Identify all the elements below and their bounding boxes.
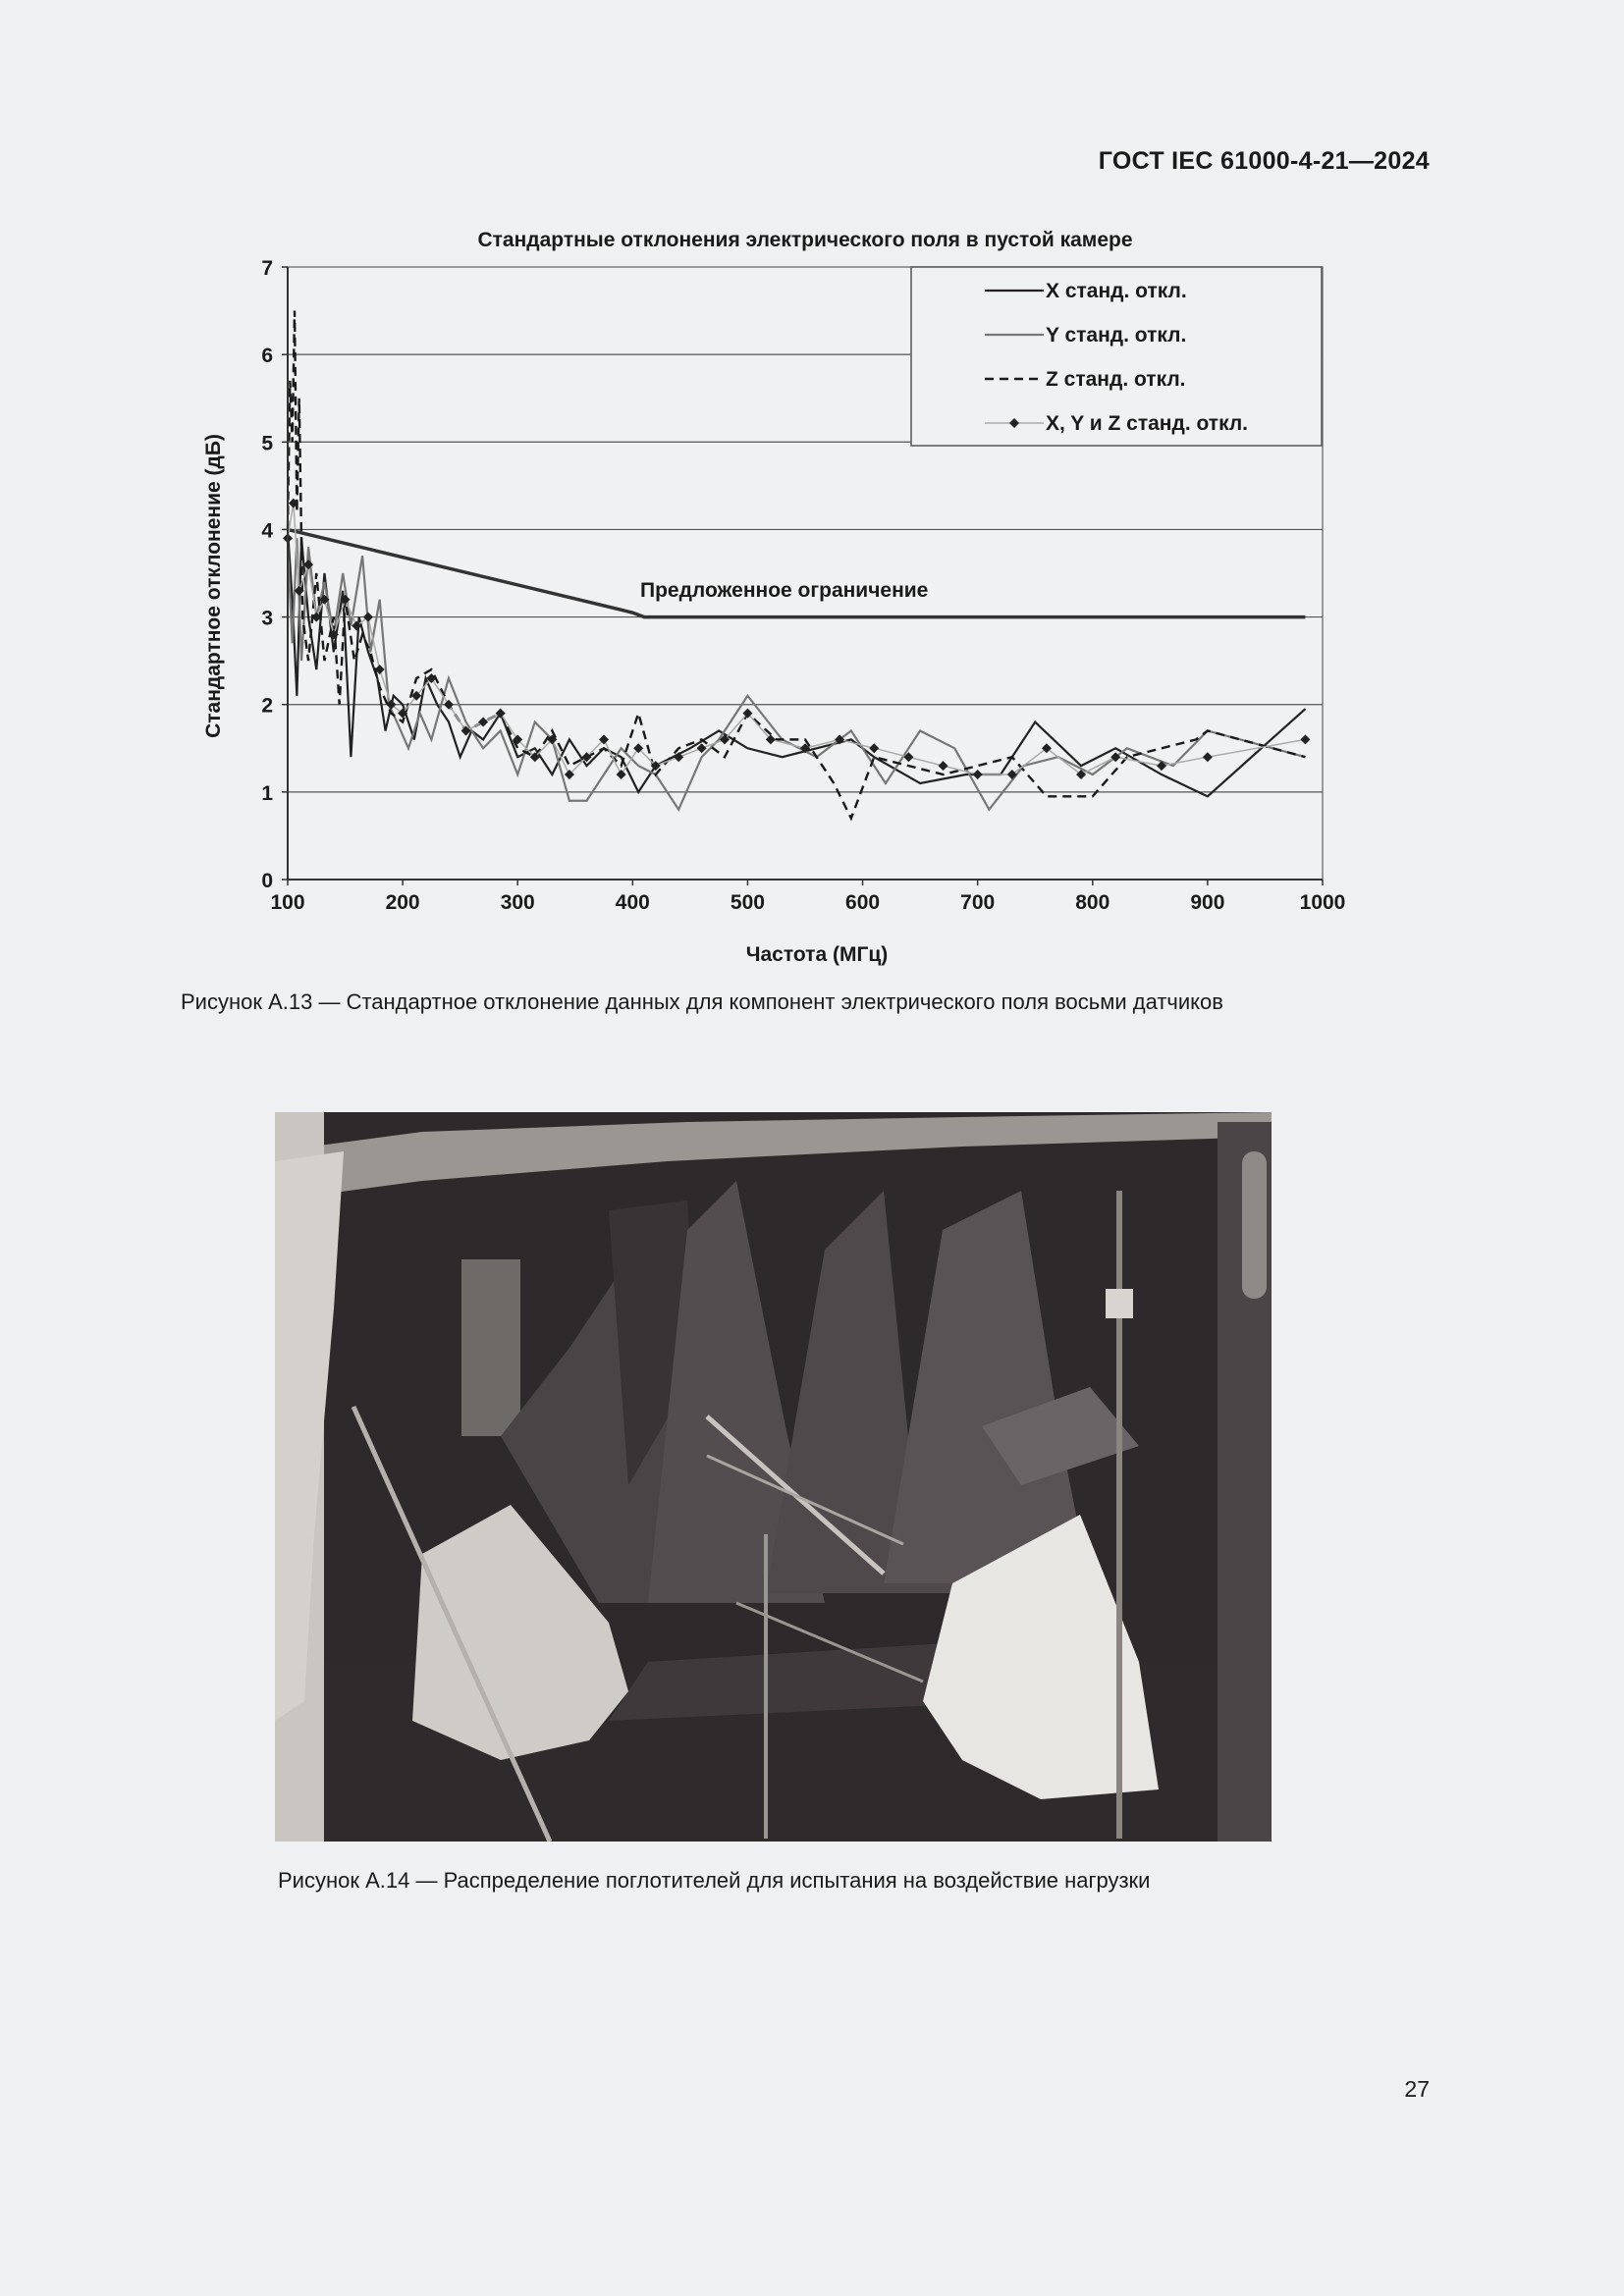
photo-absorbers <box>275 1112 1272 1842</box>
chart-svg <box>0 0 1624 982</box>
document-code: ГОСТ IEC 61000-4-21—2024 <box>1098 147 1430 175</box>
y-tick-label: 1 <box>261 781 273 805</box>
absorber-photo-illustration <box>275 1112 1272 1842</box>
y-tick-label: 0 <box>261 870 273 892</box>
y-tick-label: 2 <box>261 694 273 718</box>
x-axis-label: Частота (МГц) <box>745 943 889 966</box>
x-tick-label: 400 <box>615 891 650 914</box>
legend-label: Z станд. откл. <box>1046 368 1186 391</box>
x-tick-label: 500 <box>730 891 765 914</box>
y-tick-label: 3 <box>261 607 273 630</box>
figure-a14-caption: Рисунок А.14 — Распределение поглотителей для испытания на воздействие нагрузки <box>278 1868 1151 1893</box>
figure-a13-caption: Рисунок А.13 — Стандартное отклонение данных для компонент электрического поля восьми датчиков <box>181 989 1223 1014</box>
legend-label: Y станд. откл. <box>1046 324 1187 347</box>
x-tick-label: 600 <box>845 891 881 914</box>
y-tick-label: 5 <box>261 432 273 455</box>
y-axis-label: Стандартное отклонение (дБ) <box>202 434 225 738</box>
x-tick-label: 200 <box>385 891 420 914</box>
y-tick-label: 7 <box>261 257 273 280</box>
chart-a13 <box>0 0 1624 982</box>
y-tick-label: 6 <box>261 345 273 368</box>
page-number: 27 <box>1404 2076 1430 2102</box>
y-tick-label: 4 <box>261 519 273 543</box>
legend-label: X, Y и Z станд. откл. <box>1046 412 1249 435</box>
chart-title: Стандартные отклонения электрического поля в пустой камере <box>477 229 1133 251</box>
x-tick-label: 100 <box>270 891 305 914</box>
x-tick-label: 1000 <box>1299 891 1346 914</box>
legend-label: X станд. откл. <box>1046 280 1187 302</box>
x-tick-label: 800 <box>1075 891 1110 914</box>
limit-annotation: Предложенное ограничение <box>640 579 929 602</box>
x-tick-label: 300 <box>500 891 535 914</box>
x-tick-label: 900 <box>1190 891 1225 914</box>
x-tick-label: 700 <box>960 891 996 914</box>
